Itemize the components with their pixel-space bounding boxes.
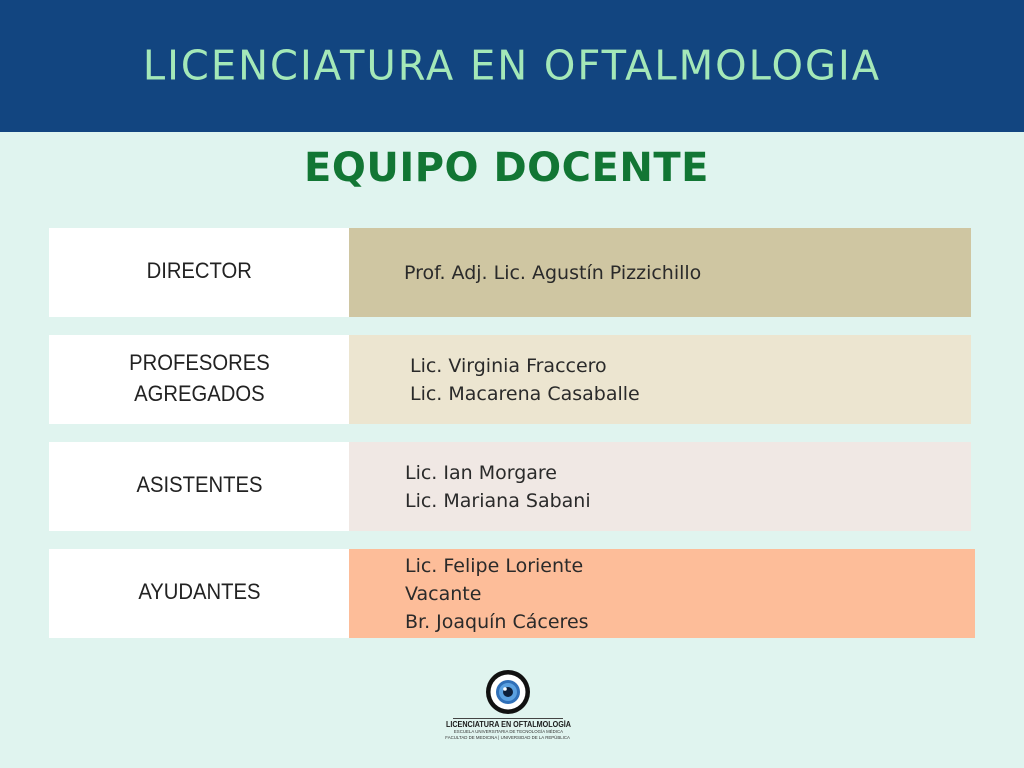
member-name: Vacante: [405, 582, 482, 605]
role-label: DIRECTOR: [146, 258, 252, 283]
member-name: Lic. Ian Morgare: [405, 461, 557, 484]
team-row-director: [49, 228, 971, 317]
role-label-cell: [49, 335, 349, 424]
role-label: PROFESORES AGREGADOS: [128, 349, 270, 406]
program-logo: [445, 668, 571, 750]
page-title: LICENCIATURA EN OFTALMOLOGIA: [142, 42, 882, 90]
member-name: Lic. Macarena Casaballe: [410, 382, 640, 405]
team-row-ayudantes: [49, 549, 975, 638]
member-name: Br. Joaquín Cáceres: [405, 610, 589, 633]
team-row-asistentes: [49, 442, 971, 531]
member-name: Lic. Mariana Sabani: [405, 489, 591, 512]
logo-divider: [453, 718, 563, 719]
logo-subtitle-school: ESCUELA UNIVERSITARIA DE TECNOLOGÍA MÉDICA: [453, 729, 563, 734]
role-label-cell: [49, 228, 349, 317]
section-title: EQUIPO DOCENTE: [304, 145, 709, 191]
member-name: Lic. Virginia Fraccero: [410, 354, 607, 377]
role-label: AYUDANTES: [137, 579, 261, 604]
role-label: ASISTENTES: [136, 472, 262, 497]
logo-title: LICENCIATURA EN OFTALMOLOGÍA: [445, 720, 571, 729]
member-list: [349, 228, 971, 317]
member-name: Prof. Adj. Lic. Agustín Pizzichillo: [404, 261, 702, 284]
eye-icon: [484, 668, 532, 716]
member-list: [349, 549, 975, 638]
member-list: [349, 442, 971, 531]
member-name: Lic. Felipe Loriente: [405, 554, 584, 577]
header-banner: [0, 0, 1024, 132]
logo-subtitle-faculty: FACULTAD DE MEDICINA | UNIVERSIDAD DE LA REPÚBLICA: [445, 735, 571, 740]
team-row-profesores-agregados: [49, 335, 971, 424]
role-label-cell: [49, 549, 349, 638]
role-label-cell: [49, 442, 349, 531]
member-list: [349, 335, 971, 424]
